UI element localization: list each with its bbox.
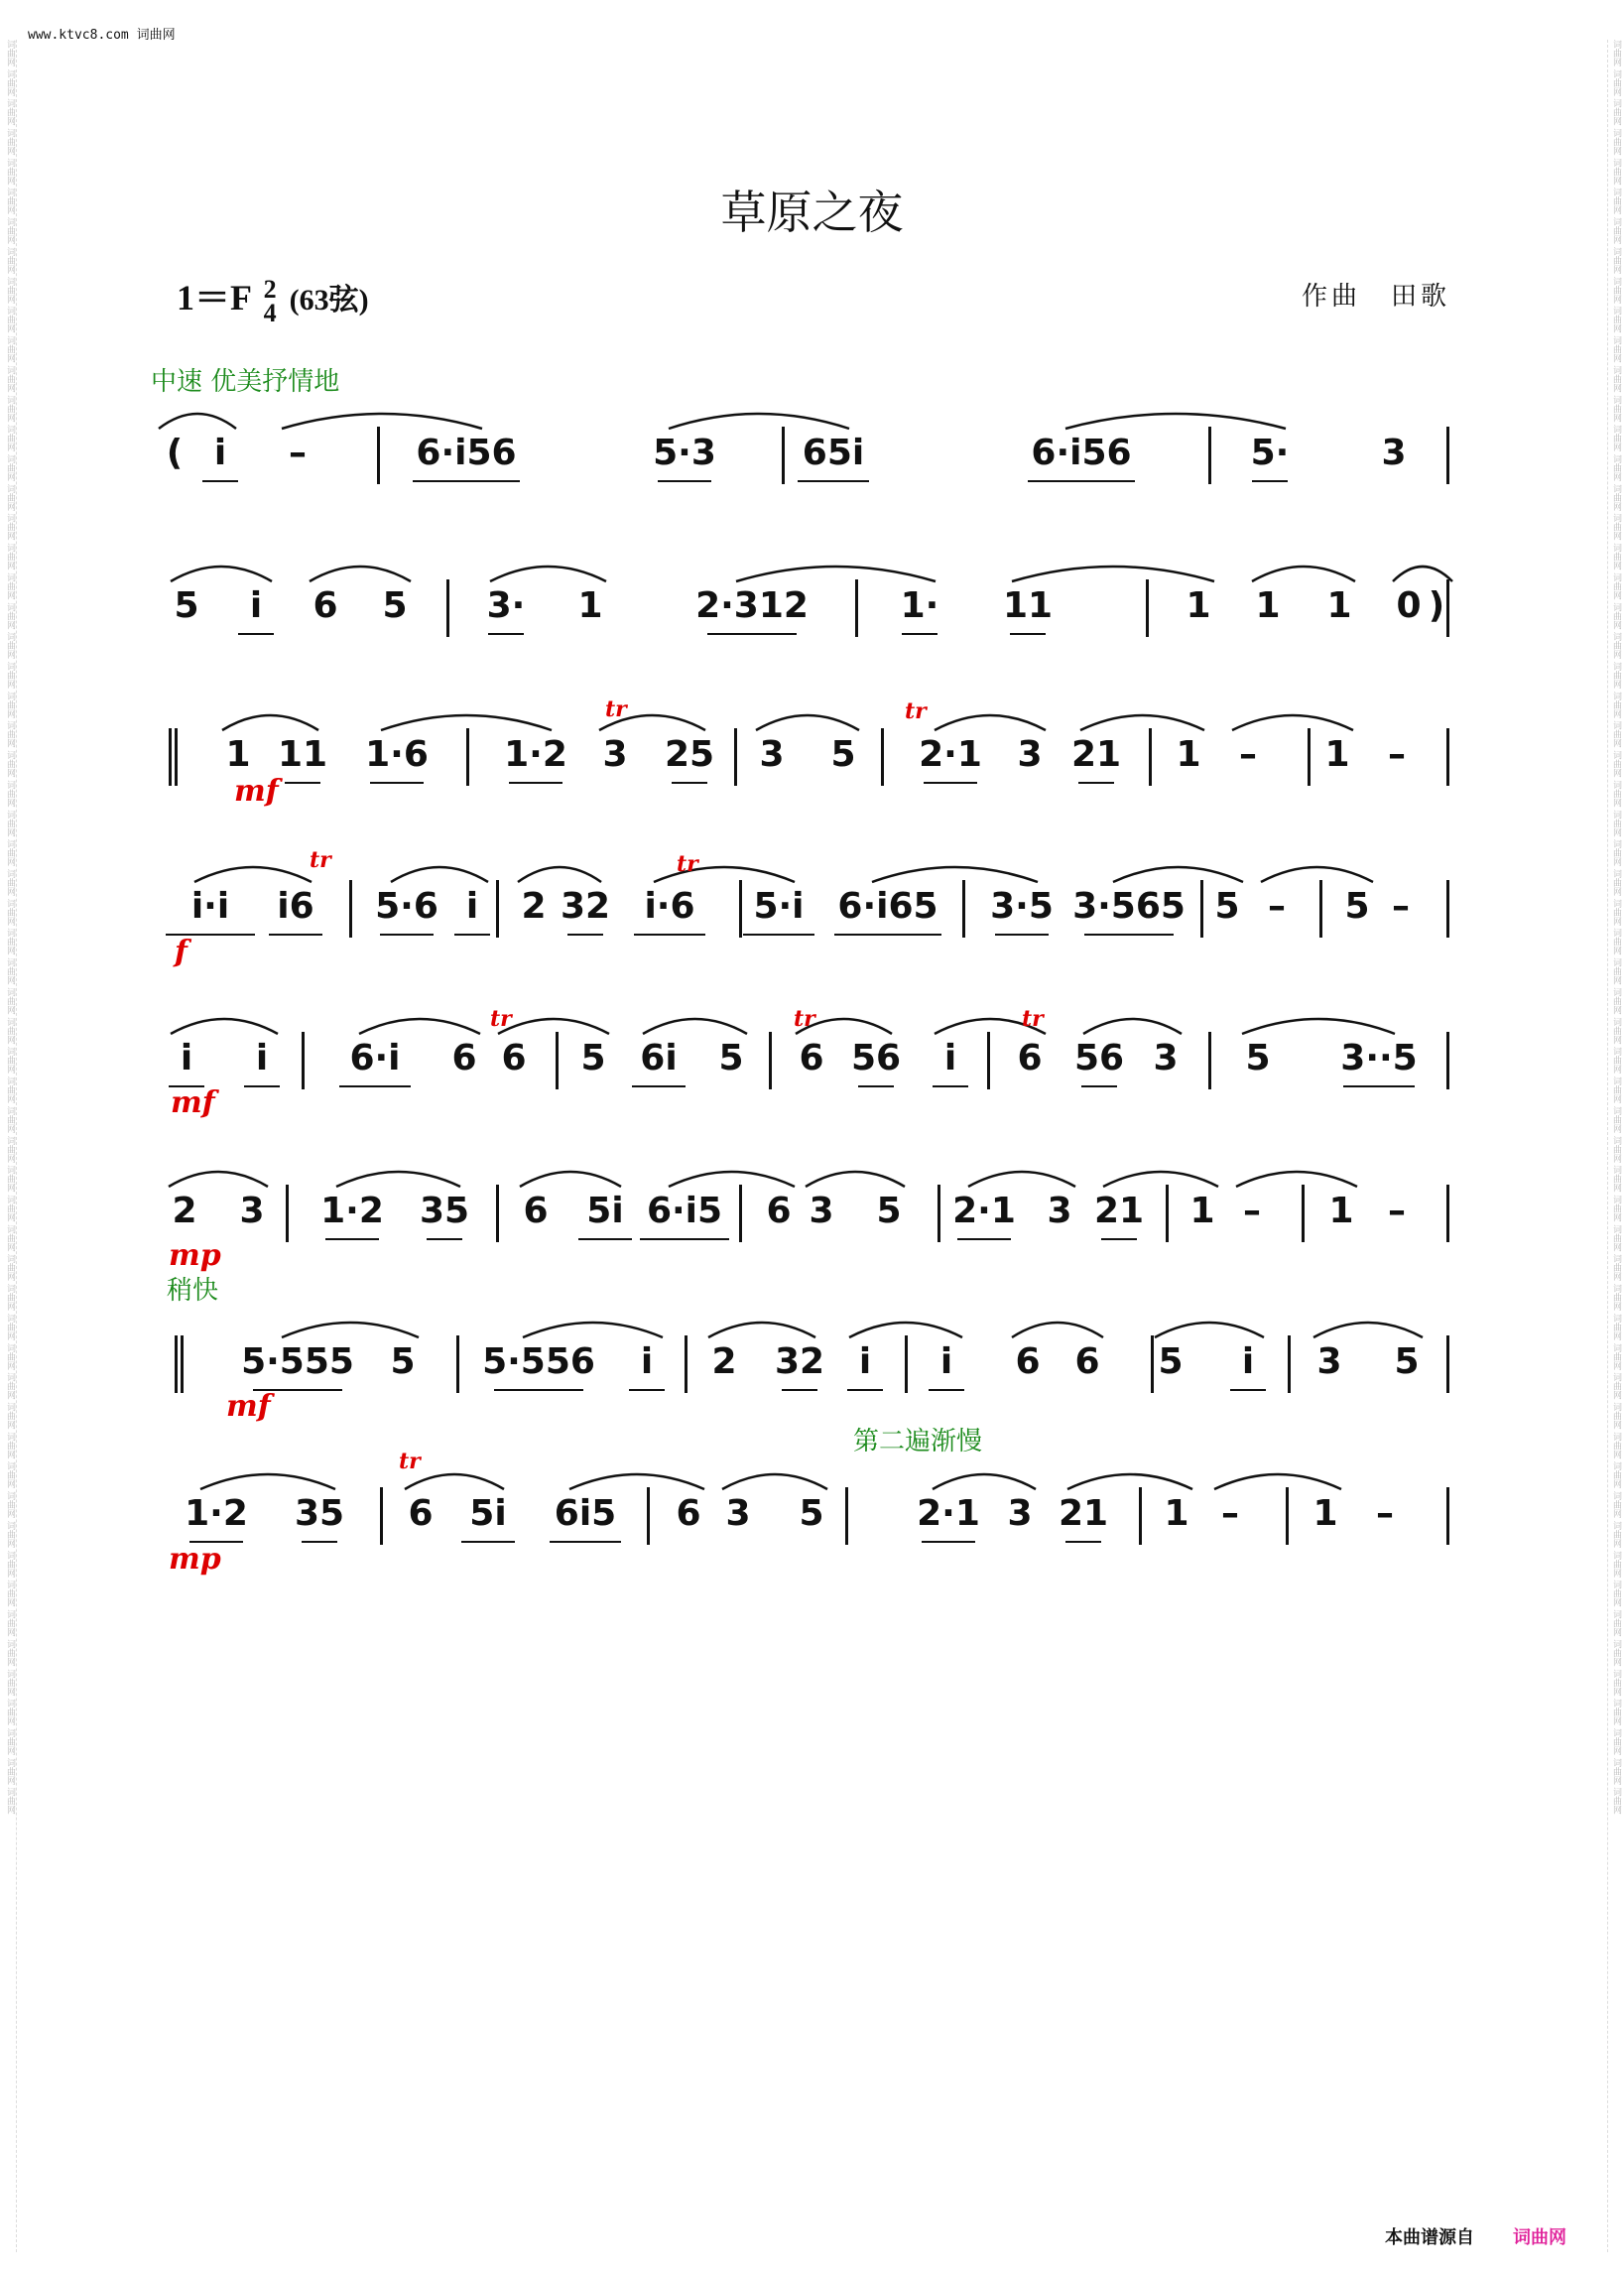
note: 3·5 <box>990 886 1054 927</box>
score-row-4 <box>0 886 1624 1005</box>
note: – <box>1268 886 1286 927</box>
note: 5·555 <box>241 1341 354 1382</box>
note: 6·i̇5 <box>646 1191 723 1231</box>
note: 6·i̇56 <box>1031 433 1132 473</box>
slur-arc <box>200 1474 335 1489</box>
slur-arc <box>171 567 272 581</box>
slur-arc <box>1083 1019 1182 1034</box>
slur-arc <box>669 1172 795 1187</box>
dynamic-mark: mp <box>169 1542 221 1577</box>
note: 5i̇ <box>586 1191 624 1231</box>
note: 32 <box>560 886 611 927</box>
slur-arc <box>490 567 606 581</box>
slur-arc <box>968 1172 1075 1187</box>
dynamic-mark: mp <box>169 1238 221 1273</box>
note: 1 <box>1312 1493 1338 1534</box>
note: 1 <box>1164 1493 1189 1534</box>
slur-arc <box>1012 567 1214 581</box>
note: 5 <box>580 1038 606 1078</box>
note: 0 <box>1396 585 1422 626</box>
slur-arc <box>523 1323 663 1337</box>
note: – <box>1243 1191 1261 1231</box>
slur-arc <box>1067 1474 1192 1489</box>
note: i̇ <box>939 1341 953 1382</box>
slur-layer <box>0 585 1624 704</box>
note: 2·1 <box>952 1191 1016 1231</box>
note: 6 <box>451 1038 477 1078</box>
slur-arc <box>1393 567 1452 581</box>
slur-arc <box>1242 1019 1395 1034</box>
slur-arc <box>1065 414 1286 429</box>
note: 2 <box>521 886 547 927</box>
trill-mark: tr <box>905 698 927 724</box>
note: i̇·6 <box>644 886 695 927</box>
note: 5·i̇ <box>753 886 805 927</box>
note: 1· <box>900 585 939 626</box>
slur-arc <box>282 1323 419 1337</box>
note: 1·2 <box>504 734 567 775</box>
slur-arc <box>336 1172 460 1187</box>
note: 5 <box>1245 1038 1271 1078</box>
note: i̇ <box>943 1038 957 1078</box>
note: i̇·i̇ <box>190 886 230 927</box>
note: 3 <box>809 1191 834 1231</box>
note: 1·2 <box>185 1493 248 1534</box>
score-row-5 <box>0 1038 1624 1157</box>
note: i̇ <box>255 1038 269 1078</box>
slur-arc <box>872 867 1038 882</box>
note: 6 <box>766 1191 792 1231</box>
note: – <box>289 433 307 473</box>
slur-arc <box>722 1474 827 1489</box>
note: 6 <box>501 1038 527 1078</box>
slur-arc <box>1313 1323 1423 1337</box>
tuning-label: (63弦) <box>289 284 369 316</box>
slur-arc <box>643 1019 747 1034</box>
slur-arc <box>806 1172 905 1187</box>
slur-arc <box>1080 715 1204 730</box>
trill-mark: tr <box>794 1006 815 1032</box>
slur-layer <box>0 886 1624 1005</box>
note: 6 <box>312 585 338 626</box>
side-watermark-right: 词曲网 词曲网 词曲网 词曲网 词曲网 词曲网 词曲网 词曲网 词曲网 词曲网 词曲网 词曲网 词曲网 词曲网 词曲网 词曲网 词曲网 词曲网 词曲网 词曲网 词曲网 词曲网 词曲网 词曲网 词曲网 词曲网 词曲网 词曲网 词曲网 词曲网 词曲网 词曲网 词曲网 词曲网 词曲网 词曲网 词曲网 词曲网 词曲网 词曲网 词曲网 词曲网 词曲网 词曲网 词曲网 词曲网 词曲网 词曲网 词曲网 词曲网 词曲网 词曲网 词曲网 词曲网 词曲网 词曲网 词曲网 词曲网 词曲网 词曲网 <box>1607 40 1622 2252</box>
note: 6·i̇ <box>349 1038 401 1078</box>
note: 5 <box>382 585 408 626</box>
slur-arc <box>194 867 312 882</box>
slur-arc <box>756 715 859 730</box>
tempo-mark-second-time: 第二遍渐慢 <box>853 1427 983 1456</box>
note: 6i̇5 <box>554 1493 617 1534</box>
page-title: 草原之夜 <box>720 186 904 239</box>
slur-arc <box>708 1323 815 1337</box>
time-bottom: 4 <box>263 298 277 327</box>
trill-mark: tr <box>310 847 331 873</box>
note: 3 <box>1153 1038 1179 1078</box>
note: 1 <box>577 585 603 626</box>
note: 6i̇ <box>640 1038 678 1078</box>
slur-arc <box>935 715 1046 730</box>
note: 6 <box>1017 1038 1043 1078</box>
slur-arc <box>1232 715 1353 730</box>
note: 5i̇ <box>469 1493 507 1534</box>
trill-mark: tr <box>399 1449 421 1474</box>
note: – <box>1392 886 1410 927</box>
note: 1 <box>1324 734 1350 775</box>
slur-arc <box>169 1172 268 1187</box>
dynamic-mark: mf <box>171 1085 215 1120</box>
note: 3 <box>1316 1341 1342 1382</box>
note: 6 <box>799 1038 824 1078</box>
slur-arc <box>933 1474 1036 1489</box>
slur-arc <box>498 1019 609 1034</box>
score-row-1 <box>0 433 1624 552</box>
note: 2·1 <box>917 1493 980 1534</box>
slur-arc <box>1236 1172 1357 1187</box>
dynamic-mark: f <box>175 935 187 969</box>
note: 11 <box>1002 585 1054 626</box>
score-row-6 <box>0 1191 1624 1310</box>
slur-arc <box>1012 1323 1103 1337</box>
slur-arc <box>520 1172 621 1187</box>
slur-arc <box>736 567 936 581</box>
slur-arc <box>1261 867 1373 882</box>
slur-arc <box>159 414 236 429</box>
note: i̇ <box>249 585 263 626</box>
note: 5 <box>174 585 199 626</box>
note: 5 <box>799 1493 824 1534</box>
note: 3 <box>1017 734 1043 775</box>
note: 25 <box>664 734 715 775</box>
note: 56 <box>850 1038 902 1078</box>
slur-layer <box>0 433 1624 552</box>
dynamic-mark: mf <box>226 1389 271 1424</box>
footer-source-label: 本曲谱源自 <box>1385 2227 1474 2247</box>
note: 5· <box>1250 433 1290 473</box>
site-url[interactable]: www.ktvc8.com 词曲网 <box>28 28 176 43</box>
note: 3 <box>725 1493 751 1534</box>
note: i̇ <box>465 886 479 927</box>
trill-mark: tr <box>605 696 627 722</box>
trill-mark: tr <box>677 851 698 877</box>
slur-arc <box>405 1474 504 1489</box>
slur-layer <box>0 1191 1624 1310</box>
note: 6 <box>676 1493 701 1534</box>
note: 3 <box>1007 1493 1033 1534</box>
note: 2 <box>711 1341 737 1382</box>
note: 5·556 <box>482 1341 595 1382</box>
note: 1 <box>1326 585 1352 626</box>
key-signature <box>177 270 369 325</box>
note: 6 <box>1015 1341 1041 1382</box>
note: 5 <box>1158 1341 1184 1382</box>
note: – <box>1388 1191 1406 1231</box>
note: 5·3 <box>653 433 716 473</box>
note: 56 <box>1073 1038 1125 1078</box>
note: 1·6 <box>365 734 429 775</box>
key-label: 1＝F <box>177 278 251 317</box>
time-signature <box>263 274 277 327</box>
note: 3 <box>239 1191 265 1231</box>
note: 3··5 <box>1340 1038 1418 1078</box>
note: i̇ <box>180 1038 193 1078</box>
note: 5 <box>876 1191 902 1231</box>
note: 6 <box>1074 1341 1100 1382</box>
note: 6 <box>408 1493 434 1534</box>
slur-arc <box>359 1019 480 1034</box>
note: 5 <box>1394 1341 1420 1382</box>
tempo-mark-faster: 稍快 <box>167 1276 219 1306</box>
note: 3 <box>602 734 628 775</box>
note: i̇ <box>640 1341 654 1382</box>
slur-layer <box>0 1493 1624 1612</box>
note: i̇6 <box>277 886 314 927</box>
note: 3 <box>759 734 785 775</box>
note: 3 <box>1381 433 1407 473</box>
slur-arc <box>222 715 318 730</box>
note: 1 <box>1186 585 1211 626</box>
note: 5 <box>718 1038 744 1078</box>
note: ) <box>1428 585 1445 626</box>
note: 6·i̇65 <box>837 886 938 927</box>
note: – <box>1221 1493 1239 1534</box>
note: 65i̇ <box>802 433 865 473</box>
dynamic-mark: mf <box>234 774 279 809</box>
note: 32 <box>774 1341 825 1382</box>
note: – <box>1388 734 1406 775</box>
slur-arc <box>1252 567 1355 581</box>
note: 21 <box>1058 1493 1109 1534</box>
note: 21 <box>1093 1191 1145 1231</box>
score-row-8 <box>0 1493 1624 1612</box>
slur-arc <box>310 567 411 581</box>
note: – <box>1239 734 1257 775</box>
note: 21 <box>1070 734 1122 775</box>
note: 35 <box>419 1191 470 1231</box>
note: 2·1 <box>919 734 982 775</box>
slur-arc <box>669 414 849 429</box>
composer-credit: 作曲 田歌 <box>1301 282 1450 312</box>
note: i̇ <box>1241 1341 1255 1382</box>
slur-arc <box>1103 1172 1218 1187</box>
slur-arc <box>1113 867 1243 882</box>
slur-arc <box>569 1474 704 1489</box>
slur-arc <box>654 867 795 882</box>
note: 11 <box>277 734 328 775</box>
note: 2 <box>172 1191 197 1231</box>
note: 1 <box>225 734 251 775</box>
note: 6 <box>523 1191 549 1231</box>
trill-mark: tr <box>1022 1006 1044 1032</box>
note: i̇ <box>213 433 227 473</box>
note: 5 <box>1214 886 1240 927</box>
side-watermark-left: 词曲网 词曲网 词曲网 词曲网 词曲网 词曲网 词曲网 词曲网 词曲网 词曲网 词曲网 词曲网 词曲网 词曲网 词曲网 词曲网 词曲网 词曲网 词曲网 词曲网 词曲网 词曲网 词曲网 词曲网 词曲网 词曲网 词曲网 词曲网 词曲网 词曲网 词曲网 词曲网 词曲网 词曲网 词曲网 词曲网 词曲网 词曲网 词曲网 词曲网 词曲网 词曲网 词曲网 词曲网 词曲网 词曲网 词曲网 词曲网 词曲网 词曲网 词曲网 词曲网 词曲网 词曲网 词曲网 词曲网 词曲网 词曲网 词曲网 词曲网 <box>2 40 17 2252</box>
note: ( <box>166 433 184 473</box>
trill-mark: tr <box>490 1006 512 1032</box>
note: 1·2 <box>320 1191 384 1231</box>
footer-brand-link[interactable]: 词曲网 <box>1513 2227 1566 2247</box>
note: 1 <box>1176 734 1201 775</box>
note: 1 <box>1328 1191 1354 1231</box>
note: 3· <box>486 585 526 626</box>
slur-arc <box>1214 1474 1341 1489</box>
note: 3 <box>1047 1191 1072 1231</box>
slur-arc <box>391 867 488 882</box>
slur-arc <box>1155 1323 1264 1337</box>
note: 5·6 <box>375 886 438 927</box>
slur-arc <box>282 414 482 429</box>
note: i̇ <box>858 1341 872 1382</box>
note: 5 <box>830 734 856 775</box>
note: 1 <box>1255 585 1281 626</box>
note: – <box>1376 1493 1394 1534</box>
note: 5 <box>1344 886 1370 927</box>
tempo-mark-intro: 中速 优美抒情地 <box>151 367 340 397</box>
slur-layer <box>0 1038 1624 1157</box>
note: 3·565 <box>1072 886 1186 927</box>
note: 5 <box>390 1341 416 1382</box>
slur-arc <box>518 867 601 882</box>
note: 2·312 <box>695 585 809 626</box>
slur-arc <box>171 1019 278 1034</box>
note: 35 <box>294 1493 345 1534</box>
time-top: 2 <box>263 274 277 304</box>
score-row-2 <box>0 585 1624 704</box>
note: 1 <box>1189 1191 1215 1231</box>
note: 6·i̇56 <box>416 433 517 473</box>
